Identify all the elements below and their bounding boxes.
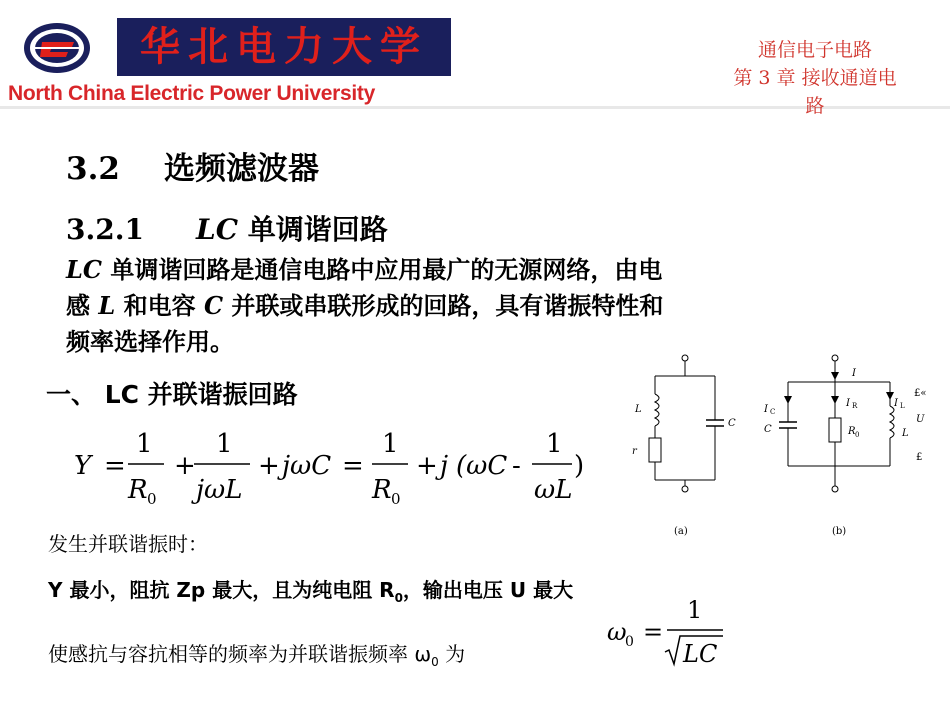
label-R0-sub: 0 (855, 431, 860, 439)
label-L: L (902, 428, 909, 439)
label-R0: R (848, 426, 856, 437)
formula-plus-3: + (416, 451, 438, 481)
arrow-icon (831, 372, 839, 380)
formula-eq-1: = (104, 451, 126, 481)
course-line-3: 路 (805, 95, 825, 117)
inductor-symbol (890, 406, 894, 438)
formula-one-2: 1 (216, 429, 233, 459)
label-C: C (764, 424, 772, 435)
formula-R0-1: R (128, 475, 148, 505)
arrow-icon (886, 392, 894, 400)
paragraph-line-3: 频率选择作用。 (66, 328, 234, 356)
paragraph-line-2: 感 L 和电容 C 并联或串联形成的回路，具有谐振特性和 (66, 291, 664, 320)
terminal-bottom (832, 486, 838, 492)
course-line-2: 第 3 章 接收通道电 (733, 67, 897, 89)
course-title (690, 36, 940, 120)
subsection-lc: LC (196, 213, 238, 246)
label-I: I (852, 368, 856, 379)
label-IL: I (894, 398, 898, 409)
formula-Y: Y (74, 451, 92, 481)
subsection-number: 3.2.1 (66, 213, 144, 246)
terminal-top (832, 355, 838, 361)
circuit-diagram-b (760, 350, 940, 540)
label-plus: £« (914, 388, 927, 399)
label-IR-sub: R (852, 402, 858, 410)
formula-plus-2: + (258, 451, 280, 481)
formula-wL: ωL (534, 475, 573, 505)
formula-close: ) (574, 451, 585, 481)
caption-b: (b) (832, 526, 847, 537)
label-C: C (728, 418, 736, 429)
arrow-icon (831, 396, 839, 404)
paragraph-line-1: LC 单调谐回路是通信电路中应用最广的无源网络，由电 (66, 255, 663, 284)
label-r: r (632, 446, 637, 457)
label-L: L (635, 404, 642, 415)
resonance-condition-label: 发生并联谐振时： (48, 532, 208, 556)
inductor-symbol (655, 394, 659, 426)
formula-one-3: 1 (382, 429, 399, 459)
part-one-heading: 一、 LC 并联谐振回路 (46, 380, 298, 409)
formula-jwL: jωL (196, 475, 243, 505)
resonance-frequency-text: 使感抗与容抗相等的频率为并联谐振频率 $\omega_0$ 为 (48, 642, 466, 669)
course-line-1: 通信电子电路 (757, 39, 872, 61)
circuit-diagram-a (620, 350, 745, 540)
formula-jwC: jωC (282, 451, 332, 481)
arrow-icon (784, 396, 792, 404)
label-IC-sub: C (770, 408, 776, 416)
admittance-formula (70, 428, 600, 508)
section-name: 选频滤波器 (164, 151, 319, 187)
subsection-title (66, 208, 388, 248)
terminal-bottom (682, 486, 688, 492)
resonant-frequency-formula (605, 598, 730, 670)
terminal-top (682, 355, 688, 361)
formula-R0-2: R (372, 475, 392, 505)
formula-j: j (440, 451, 449, 481)
formula-omega-sub: 0 (625, 634, 634, 650)
formula-one-4: 1 (546, 429, 563, 459)
label-U: U (916, 414, 925, 425)
intro-paragraph (66, 252, 856, 360)
formula-sub-1: 0 (147, 490, 157, 508)
formula-wC: (ωC (456, 451, 508, 481)
label-IL-sub: L (900, 402, 905, 410)
formula-sub-2: 0 (391, 490, 401, 508)
label-IR: I (846, 398, 850, 409)
formula-w-LC: LC (683, 640, 718, 668)
formula-eq-2: = (342, 451, 364, 481)
formula-one-1: 1 (136, 429, 153, 459)
label-minus: £ (916, 452, 923, 463)
formula-plus-1: + (174, 451, 196, 481)
caption-a: (a) (674, 526, 688, 537)
formula-omega: ω (607, 618, 627, 646)
label-IC: I (764, 404, 768, 415)
resistor-symbol (829, 418, 841, 442)
formula-w-one: 1 (687, 598, 703, 624)
section-title (66, 143, 319, 188)
formula-minus: - (512, 451, 521, 481)
section-number: 3.2 (66, 151, 120, 187)
subsection-name: 单调谐回路 (247, 213, 388, 246)
resonance-result: Y 最小，阻抗 Zp 最大，且为纯电阻 $R_0$，输出电压 U 最大 (48, 578, 574, 605)
university-banner: 华北电力大学 (117, 18, 451, 76)
university-logo (22, 20, 92, 76)
formula-w-eq: = (643, 618, 664, 646)
resistor-symbol (649, 438, 661, 462)
university-name: North China Electric Power University (8, 82, 376, 105)
